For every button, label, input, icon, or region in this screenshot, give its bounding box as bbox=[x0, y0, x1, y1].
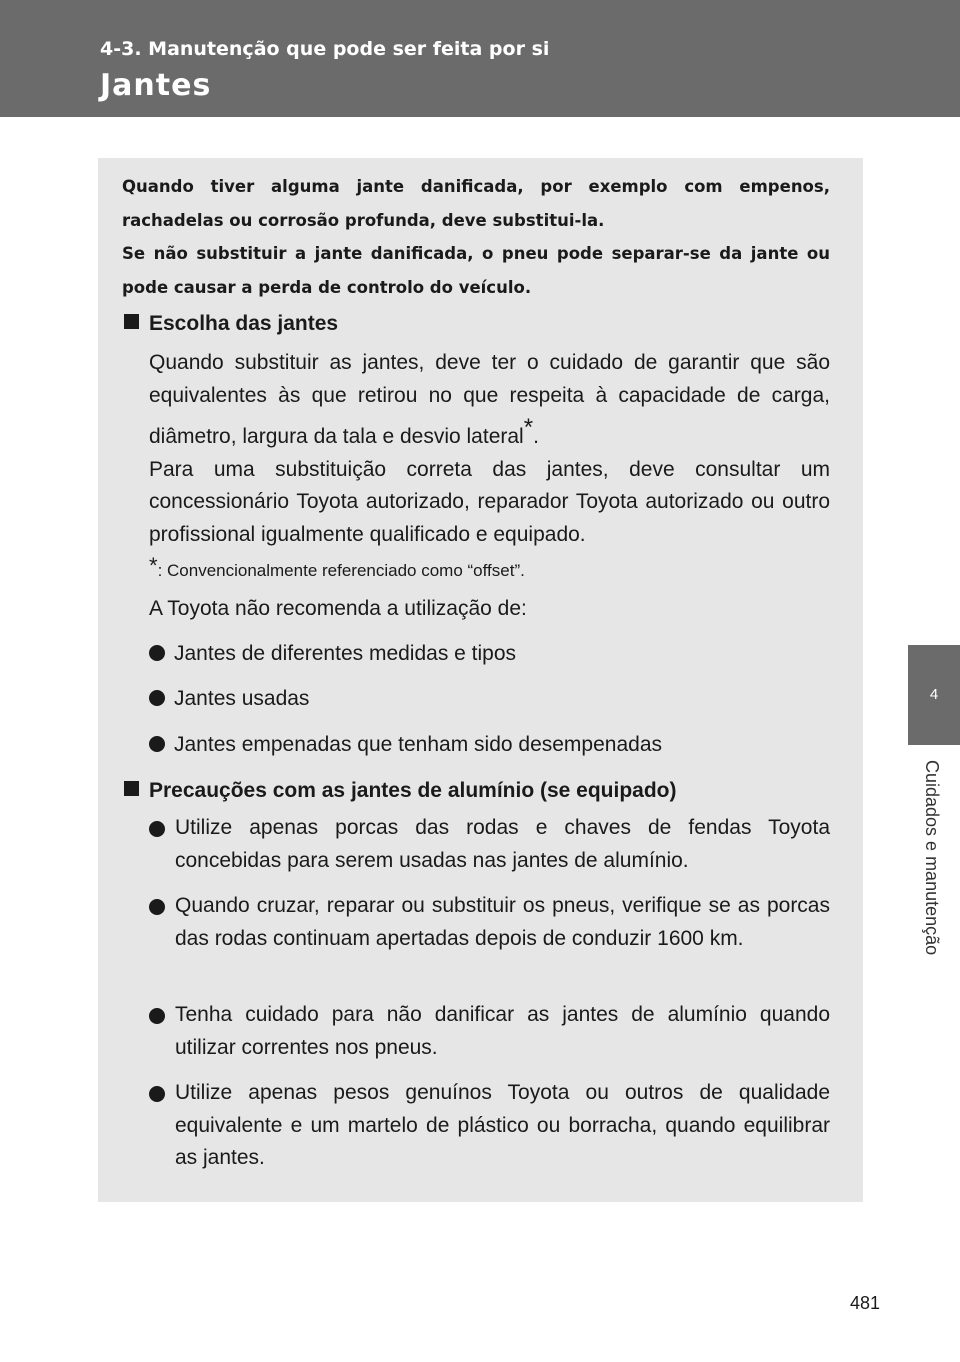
intro-line-2: Se não substituir a jante danificada, o pneu pode separar-se da jante ou pode causar a perda de controlo do veículo. bbox=[122, 244, 830, 297]
intro-text bbox=[122, 170, 830, 304]
bullet-icon bbox=[149, 899, 165, 915]
list-item bbox=[149, 687, 830, 711]
footnote-text: : Convencionalmente referenciado como “offset”. bbox=[157, 561, 525, 580]
footnote bbox=[149, 553, 525, 581]
list-item bbox=[149, 1077, 830, 1175]
bullet-icon bbox=[149, 690, 165, 706]
dealer-text: Para uma substituição correta das jantes, deve consultar um concessionário Toyota autorizado, reparador Toyota autorizado ou outro profissional igualmente qualificado e equipado. bbox=[149, 457, 830, 546]
list-item-text: Jantes de diferentes medidas e tipos bbox=[174, 642, 517, 665]
intro-line-1: Quando tiver alguma jante danificada, por exemplo com empenos, rachadelas ou corrosão profunda, deve substitui-la. bbox=[122, 177, 830, 230]
list-item bbox=[149, 890, 830, 955]
list-item-text: Utilize apenas pesos genuínos Toyota ou outros de qualidade equivalente e um martelo de plástico ou borracha, quando equilibrar as jantes. bbox=[175, 1081, 830, 1169]
bullet-icon bbox=[149, 736, 165, 752]
list-item-text: Jantes empenadas que tenham sido desempenadas bbox=[174, 733, 663, 756]
section-heading-escolha bbox=[124, 312, 338, 336]
heading-text: Precauções com as jantes de alumínio (se equipado) bbox=[149, 779, 677, 802]
section-title: 4-3. Manutenção que pode ser feita por si bbox=[100, 38, 550, 60]
choice-end: . bbox=[533, 425, 539, 448]
asterisk-mark: * bbox=[523, 414, 534, 441]
page-header bbox=[0, 0, 960, 117]
list-item bbox=[149, 733, 830, 757]
bullet-icon bbox=[149, 821, 165, 837]
list-item bbox=[149, 642, 830, 666]
list-item bbox=[149, 999, 830, 1064]
chapter-tab: 4 bbox=[908, 645, 960, 745]
square-bullet-icon bbox=[124, 781, 139, 796]
list-item-text: Tenha cuidado para não danificar as jantes de alumínio quando utilizar correntes nos pneus. bbox=[175, 1003, 830, 1059]
bullet-icon bbox=[149, 645, 165, 661]
heading-text: Escolha das jantes bbox=[149, 312, 339, 335]
section-heading-precaucoes bbox=[124, 779, 677, 803]
list-item-text: Quando cruzar, reparar ou substituir os pneus, verifique se as porcas das rodas continuam apertadas depois de conduzir 1600 km. bbox=[175, 894, 830, 950]
choice-paragraph bbox=[149, 347, 830, 551]
bullet-icon bbox=[149, 1086, 165, 1102]
page-number: 481 bbox=[850, 1293, 881, 1313]
footnote-mark: * bbox=[149, 553, 158, 578]
bullet-icon bbox=[149, 1008, 165, 1024]
square-bullet-icon bbox=[124, 314, 139, 329]
list-item-text: Jantes usadas bbox=[174, 687, 310, 710]
not-recommended-text: A Toyota não recomenda a utilização de: bbox=[149, 597, 527, 620]
chapter-label: Cuidados e manutenção bbox=[922, 760, 942, 956]
list-item bbox=[149, 812, 830, 877]
choice-text: Quando substituir as jantes, deve ter o cuidado de garantir que são equivalentes às que retirou no que respeita à capacidade de carga, diâmetro, largura da tala e desvio lateral bbox=[149, 351, 830, 448]
list-item-text: Utilize apenas porcas das rodas e chaves de fendas Toyota concebidas para serem usadas nas jantes de alumínio. bbox=[175, 816, 830, 872]
page-title: Jantes bbox=[100, 68, 212, 103]
